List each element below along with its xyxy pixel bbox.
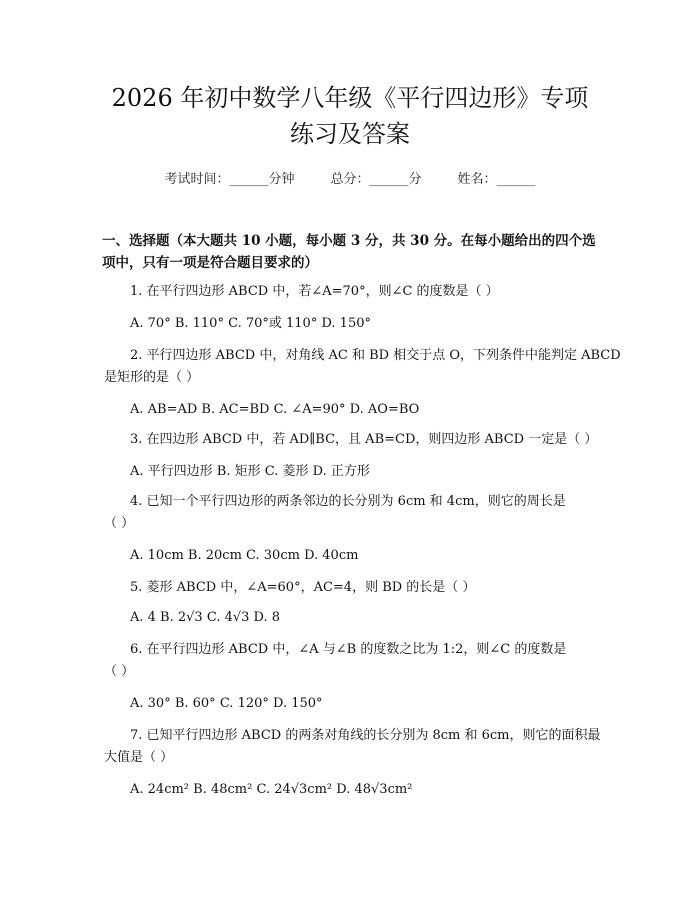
question-4-options: A. 10cm B. 20cm C. 30cm D. 40cm bbox=[130, 548, 359, 563]
question-1: 1. 在平行四边形 ABCD 中，若∠A=70°，则∠C 的度数是（ ） bbox=[130, 284, 499, 299]
question-6-options: A. 30° B. 60° C. 120° D. 150° bbox=[130, 696, 323, 711]
question-7-continued: 大值是（ ） bbox=[104, 750, 174, 765]
question-7-options: A. 24cm² B. 48cm² C. 24√3cm² D. 48√3cm² bbox=[130, 782, 413, 797]
question-3-options: A. 平行四边形 B. 矩形 C. 菱形 D. 正方形 bbox=[130, 464, 370, 479]
question-7: 7. 已知平行四边形 ABCD 的两条对角线的长分别为 8cm 和 6cm，则它的面积最 bbox=[130, 728, 601, 743]
question-3: 3. 在四边形 ABCD 中，若 AD∥BC，且 AB=CD，则四边形 ABCD 一定是（ ） bbox=[130, 432, 598, 447]
question-5: 5. 菱形 ABCD 中，∠A=60°，AC=4，则 BD 的长是（ ） bbox=[130, 580, 476, 595]
exam-name-label: 姓名：______ bbox=[457, 172, 536, 187]
question-2: 2. 平行四边形 ABCD 中，对角线 AC 和 BD 相交于点 O，下列条件中能判定 ABCD bbox=[130, 348, 621, 363]
exam-time-label: 考试时间：______分钟 bbox=[164, 172, 295, 187]
question-1-options: A. 70° B. 110° C. 70°或 110° D. 150° bbox=[130, 316, 371, 331]
question-6: 6. 在平行四边形 ABCD 中，∠A 与∠B 的度数之比为 1:2，则∠C 的度数是 bbox=[130, 642, 567, 657]
question-4: 4. 已知一个平行四边形的两条邻边的长分别为 6cm 和 4cm，则它的周长是 bbox=[130, 494, 566, 509]
section-heading-line-1: 一、选择题（本大题共 10 小题，每小题 3 分，共 30 分。在每小题给出的四个选 bbox=[102, 233, 596, 249]
document-title-line-2: 练习及答案 bbox=[290, 120, 410, 148]
document-title-line-1: 2026 年初中数学八年级《平行四边形》专项 bbox=[111, 84, 589, 112]
question-2-continued: 是矩形的是（ ） bbox=[104, 370, 200, 385]
question-5-options: A. 4 B. 2√3 C. 4√3 D. 8 bbox=[130, 610, 281, 625]
exam-score-label: 总分：______分 bbox=[330, 172, 422, 187]
question-6-continued: （ ） bbox=[104, 664, 135, 679]
question-2-options: A. AB=AD B. AC=BD C. ∠A=90° D. AO=BO bbox=[130, 402, 420, 417]
exam-meta bbox=[0, 168, 700, 187]
section-heading-line-2: 项中，只有一项是符合题目要求的） bbox=[102, 255, 318, 271]
question-4-continued: （ ） bbox=[104, 516, 135, 531]
